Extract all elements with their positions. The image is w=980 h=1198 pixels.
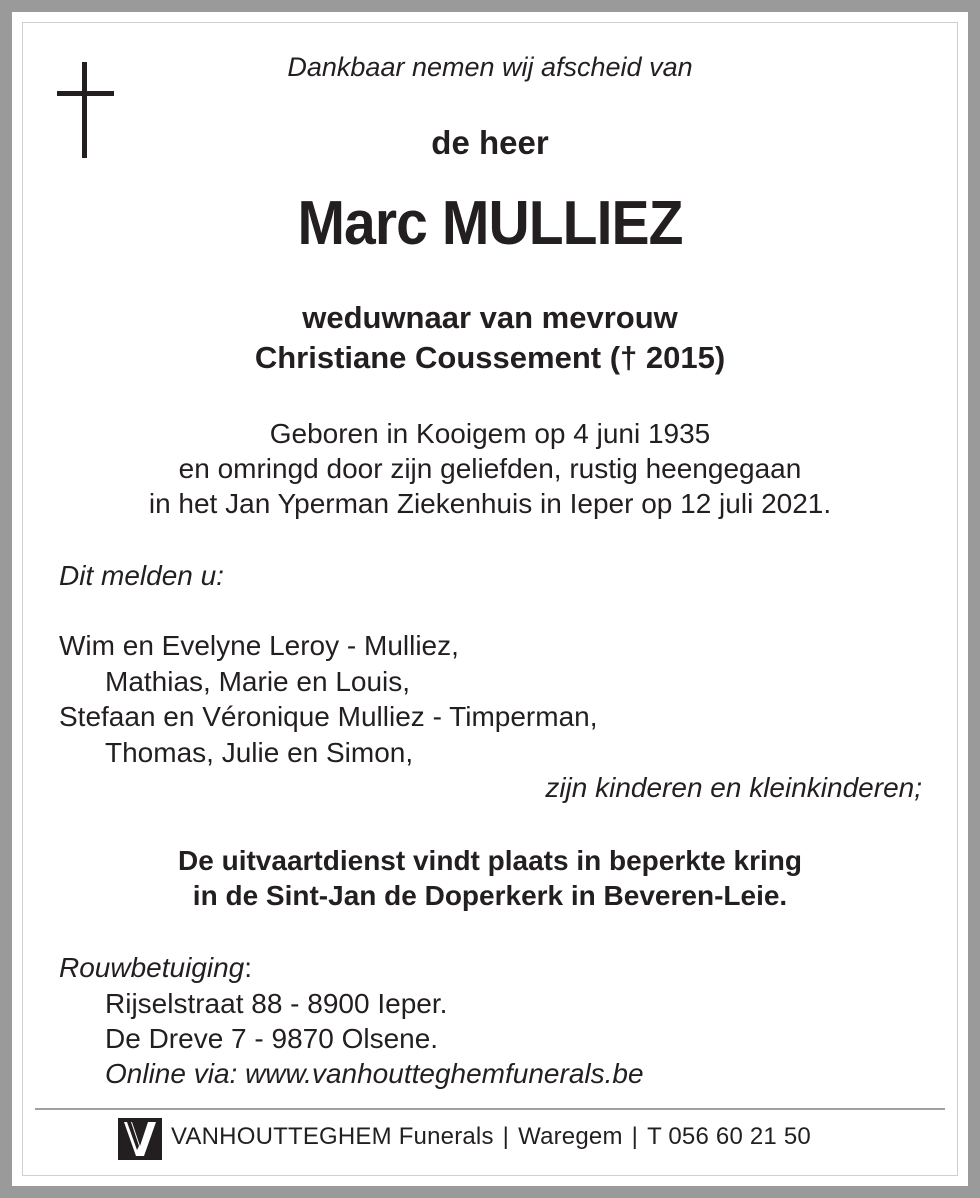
family-line: Wim en Evelyne Leroy - Mulliez, [59, 630, 459, 661]
footer-divider [35, 1108, 945, 1110]
announcers-heading: Dit melden u: [59, 560, 224, 591]
family-line: Thomas, Julie en Simon, [105, 737, 414, 768]
footer-separator: | [502, 1123, 510, 1150]
family-line: Mathias, Marie en Louis, [105, 666, 411, 697]
intro-text: Dankbaar nemen wij afscheid van [287, 52, 693, 82]
condolence-label: Rouwbetuiging [59, 952, 245, 983]
family-line: Stefaan en Véronique Mulliez - Timperman, [59, 701, 598, 732]
condolence-heading [59, 952, 252, 984]
birth-line-3: in het Jan Yperman Ziekenhuis in Ieper op 12 juli 2021. [148, 488, 832, 519]
vanhoutteghem-logo [118, 1118, 162, 1160]
footer-city: Waregem [518, 1123, 623, 1150]
title-text: de heer [431, 124, 549, 161]
condolence-address-2: De Dreve 7 - 9870 Olsene. [105, 1023, 439, 1054]
footer-phone[interactable]: T 056 60 21 50 [647, 1123, 811, 1150]
condolence-online-link[interactable]: Online via: www.vanhoutteghemfunerals.be [105, 1058, 644, 1089]
deceased-name: Marc MULLIEZ [297, 189, 683, 258]
relation-text: zijn kinderen en kleinkinderen; [545, 772, 922, 803]
condolence-address-1: Rijselstraat 88 - 8900 Ieper. [105, 988, 448, 1019]
footer-separator: | [631, 1123, 639, 1150]
spouse-line-1: weduwnaar van mevrouw [302, 300, 678, 335]
birth-line-1: Geboren in Kooigem op 4 juni 1935 [269, 418, 711, 449]
condolence-colon: : [244, 952, 253, 983]
service-line-1: De uitvaartdienst vindt plaats in beperkte kring [178, 845, 802, 876]
footer-contact [171, 1123, 811, 1151]
birth-line-2: en omringd door zijn geliefden, rustig heengegaan [178, 453, 802, 484]
service-line-2: in de Sint-Jan de Doperkerk in Beveren-Leie. [192, 880, 788, 911]
spouse-line-2: Christiane Coussement († 2015) [254, 340, 726, 375]
footer-company: VANHOUTTEGHEM Funerals [171, 1123, 494, 1150]
